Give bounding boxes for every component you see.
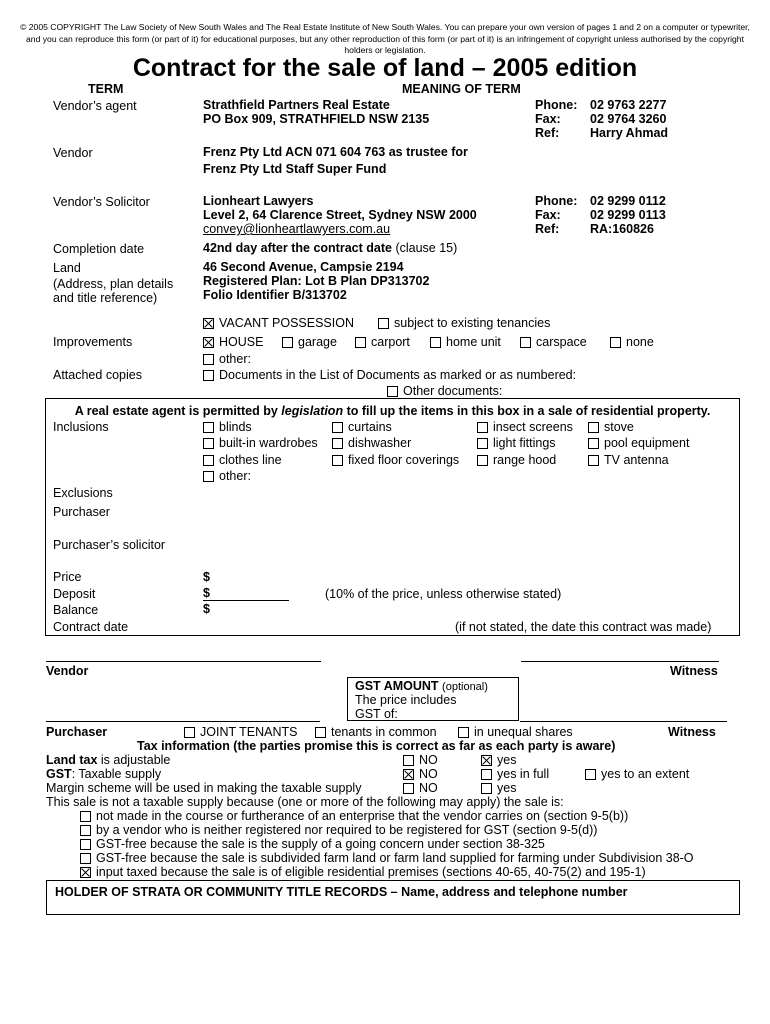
reason5-option[interactable] <box>80 865 646 879</box>
gst-no-option[interactable] <box>403 767 438 781</box>
not-taxable-text: This sale is not a taxable supply because (one or more of the following may apply) the sale is: <box>46 795 564 809</box>
gst-yes-extent-checkbox[interactable] <box>585 769 596 780</box>
reason3-option[interactable] <box>80 837 545 851</box>
garage-label: garage <box>298 335 337 349</box>
solicitor-fax-label: Fax: <box>535 208 561 222</box>
reason3-label: GST-free because the sale is the supply of a going concern under section 38-325 <box>96 837 545 851</box>
gst-yes-full-option[interactable] <box>481 767 549 781</box>
margin-no-label: NO <box>419 781 438 795</box>
light-fittings-checkbox[interactable] <box>477 438 488 449</box>
land-tax-no-checkbox[interactable] <box>403 755 414 766</box>
reason2-label: by a vendor who is neither registered nor required to be registered for GST (section 9-5(d)) <box>96 823 598 837</box>
margin-no-option[interactable] <box>403 781 438 795</box>
land-tax-no-label: NO <box>419 753 438 767</box>
solicitor-phone-label: Phone: <box>535 194 578 208</box>
gst-yes-extent-label: yes to an extent <box>601 767 690 781</box>
land-tax-yes-label: yes <box>497 753 517 767</box>
unequal-shares-checkbox[interactable] <box>458 727 469 738</box>
inclusions-other-option[interactable] <box>203 469 251 483</box>
deposit-label: Deposit <box>53 587 96 601</box>
completion-note: (clause 15) <box>395 241 458 255</box>
home-unit-label: home unit <box>446 335 501 349</box>
other-documents-label: Other documents: <box>403 384 503 398</box>
purchaser-label: Purchaser <box>53 505 110 519</box>
reason5-label: input taxed because the sale is of eligible residential premises (sections 40-65, 40-75(2) and 195-1) <box>96 865 646 879</box>
exclusions-label: Exclusions <box>53 486 113 500</box>
vacant-possession-option[interactable] <box>203 316 354 330</box>
clothes-line-checkbox[interactable] <box>203 455 214 466</box>
agent-address: PO Box 909, STRATHFIELD NSW 2135 <box>203 112 430 126</box>
land-label-2: (Address, plan details <box>53 277 174 291</box>
gst-yes-full-checkbox[interactable] <box>481 769 492 780</box>
completion-value: 42nd day after the contract date <box>203 241 392 255</box>
unequal-shares-option[interactable] <box>458 725 573 739</box>
deposit-note: (10% of the price, unless otherwise stated) <box>325 587 562 601</box>
vacant-possession-label: VACANT POSSESSION <box>219 316 354 330</box>
gst-amount-heading <box>355 679 488 693</box>
margin-yes-label: yes <box>497 781 517 795</box>
solicitor-email-link[interactable]: convey@lionheartlawyers.com.au <box>203 222 391 236</box>
none-checkbox[interactable] <box>610 337 621 348</box>
land-folio: Folio Identifier B/313702 <box>203 288 347 302</box>
joint-tenants-checkbox[interactable] <box>184 727 195 738</box>
gst-yes-extent-option[interactable] <box>585 767 689 781</box>
none-option[interactable] <box>610 335 654 349</box>
reason4-option[interactable] <box>80 851 694 865</box>
land-label-3: and title reference) <box>53 291 158 305</box>
blinds-checkbox[interactable] <box>203 422 214 433</box>
agent-box-heading-a: A real estate agent is permitted by <box>74 404 278 418</box>
land-label: Land <box>53 261 81 275</box>
stove-label: stove <box>604 420 634 434</box>
land-tax-yes-option[interactable] <box>481 753 516 767</box>
agent-box-heading-legislation: legislation <box>281 404 344 418</box>
tv-checkbox[interactable] <box>588 455 599 466</box>
vendors-agent-label: Vendor’s agent <box>53 99 137 113</box>
blinds-option[interactable] <box>203 420 252 434</box>
house-label: HOUSE <box>219 335 264 349</box>
gst-price-includes: The price includes <box>355 693 457 707</box>
documents-option[interactable] <box>203 368 576 382</box>
carport-checkbox[interactable] <box>355 337 366 348</box>
house-checkbox[interactable] <box>203 337 214 348</box>
purchasers-solicitor-label: Purchaser’s solicitor <box>53 538 166 552</box>
vendor-line2: Frenz Pty Ltd Staff Super Fund <box>203 162 387 176</box>
carport-option[interactable] <box>355 335 410 349</box>
vacant-possession-checkbox[interactable] <box>203 318 214 329</box>
improvements-label: Improvements <box>53 335 133 349</box>
gst-row <box>46 767 161 781</box>
documents-checkbox[interactable] <box>203 370 214 381</box>
joint-tenants-label: JOINT TENANTS <box>200 725 298 739</box>
inclusions-other-checkbox[interactable] <box>203 471 214 482</box>
margin-scheme-text: Margin scheme will be used in making the taxable supply <box>46 781 362 795</box>
range-hood-label: range hood <box>493 453 557 467</box>
light-fittings-option[interactable] <box>477 436 556 450</box>
contract-date-label: Contract date <box>53 620 129 634</box>
insect-screens-label: insect screens <box>493 420 573 434</box>
balance-dollar: $ <box>203 602 210 616</box>
reason5-checkbox[interactable] <box>80 867 91 878</box>
agent-name: Strathfield Partners Real Estate <box>203 98 390 112</box>
agent-box-heading-c: to fill up the items in this box in a sale of residential property. <box>346 404 711 418</box>
term-header: TERM <box>88 82 124 96</box>
tv-label: TV antenna <box>604 453 669 467</box>
agent-phone: 02 9763 2277 <box>590 98 667 112</box>
reason4-checkbox[interactable] <box>80 853 91 864</box>
solicitor-ref: RA:160826 <box>590 222 654 236</box>
tax-heading: Tax information (the parties promise this is correct as far as each party is aware) <box>137 739 616 753</box>
gst-yes-full-label: yes in full <box>497 767 550 781</box>
margin-no-checkbox[interactable] <box>403 783 414 794</box>
solicitor-address: Level 2, 64 Clarence Street, Sydney NSW 2000 <box>203 208 477 222</box>
tenancies-checkbox[interactable] <box>378 318 389 329</box>
improvements-other-checkbox[interactable] <box>203 354 214 365</box>
insect-screens-option[interactable] <box>477 420 573 434</box>
joint-tenants-option[interactable] <box>184 725 297 739</box>
deposit-underline <box>203 600 289 601</box>
tenancies-option[interactable] <box>378 316 550 330</box>
wardrobes-label: built-in wardrobes <box>219 436 318 450</box>
tenants-common-option[interactable] <box>315 725 437 739</box>
meaning-header: MEANING OF TERM <box>402 82 521 96</box>
completion-value-row <box>203 241 457 255</box>
land-tax-yes-checkbox[interactable] <box>481 755 492 766</box>
gst-label: GST <box>46 767 72 781</box>
garage-checkbox[interactable] <box>282 337 293 348</box>
agent-box-heading <box>45 404 740 418</box>
wardrobes-option[interactable] <box>203 436 318 450</box>
tenants-common-label: tenants in common <box>331 725 437 739</box>
margin-yes-option[interactable] <box>481 781 516 795</box>
dishwasher-label: dishwasher <box>348 436 412 450</box>
dishwasher-checkbox[interactable] <box>332 438 343 449</box>
clothes-line-label: clothes line <box>219 453 282 467</box>
contract-date-note: (if not stated, the date this contract was made) <box>455 620 712 634</box>
blinds-label: blinds <box>219 420 252 434</box>
stove-checkbox[interactable] <box>588 422 599 433</box>
pool-label: pool equipment <box>604 436 690 450</box>
other-documents-checkbox[interactable] <box>387 386 398 397</box>
garage-option[interactable] <box>282 335 337 349</box>
pool-checkbox[interactable] <box>588 438 599 449</box>
stove-option[interactable] <box>588 420 634 434</box>
tv-option[interactable] <box>588 453 669 467</box>
range-hood-checkbox[interactable] <box>477 455 488 466</box>
light-fittings-label: light fittings <box>493 436 556 450</box>
agent-fax: 02 9764 3260 <box>590 112 667 126</box>
gst-text: : Taxable supply <box>71 767 162 781</box>
balance-label: Balance <box>53 603 99 617</box>
deposit-dollar: $ <box>203 586 210 600</box>
holder-records-label: HOLDER OF STRATA OR COMMUNITY TITLE RECORDS – Name, address and telephone number <box>55 885 628 899</box>
purchaser-signature-label: Purchaser <box>46 725 108 739</box>
other-documents-option[interactable] <box>387 384 502 398</box>
documents-label: Documents in the List of Documents as marked or as numbered: <box>219 368 577 382</box>
carport-label: carport <box>371 335 410 349</box>
vendor-signature-line <box>46 661 321 662</box>
floor-coverings-option[interactable] <box>332 453 459 467</box>
insect-screens-checkbox[interactable] <box>477 422 488 433</box>
agent-ref: Harry Ahmad <box>590 126 669 140</box>
vendors-solicitor-label: Vendor’s Solicitor <box>53 195 150 209</box>
reason1-option[interactable] <box>80 809 628 823</box>
land-tax-no-option[interactable] <box>403 753 438 767</box>
home-unit-option[interactable] <box>430 335 501 349</box>
curtains-checkbox[interactable] <box>332 422 343 433</box>
carspace-option[interactable] <box>520 335 587 349</box>
carspace-checkbox[interactable] <box>520 337 531 348</box>
floor-coverings-checkbox[interactable] <box>332 455 343 466</box>
page-title: Contract for the sale of land – 2005 edition <box>132 54 638 82</box>
agent-phone-label: Phone: <box>535 98 578 112</box>
tenancies-label: subject to existing tenancies <box>394 316 551 330</box>
clothes-line-option[interactable] <box>203 453 282 467</box>
agent-ref-label: Ref: <box>535 126 560 140</box>
tenants-common-checkbox[interactable] <box>315 727 326 738</box>
dishwasher-option[interactable] <box>332 436 411 450</box>
curtains-option[interactable] <box>332 420 392 434</box>
copyright-notice: © 2005 COPYRIGHT The Law Society of New South Wales and The Real Estate Institute of New South Wales. You can prepare your own version of pages 1 and 2 on a computer or typewriter, and you can reproduce this form (or part of it) for educational purposes, but any other reproduction of this form (or part of it) is an infringement of copyright unless authorised by the copyright holders or legislation. <box>20 22 750 55</box>
home-unit-checkbox[interactable] <box>430 337 441 348</box>
gst-amount-label: GST AMOUNT <box>355 679 439 693</box>
gst-of: GST of: <box>355 707 398 721</box>
vendor-witness-label: Witness <box>670 664 718 678</box>
inclusions-other-label: other: <box>219 469 251 483</box>
vendor-label: Vendor <box>53 146 93 160</box>
house-option[interactable] <box>203 335 263 349</box>
price-dollar: $ <box>203 570 210 584</box>
improvements-other-option[interactable] <box>203 352 251 366</box>
floor-coverings-label: fixed floor coverings <box>348 453 460 467</box>
land-address: 46 Second Avenue, Campsie 2194 <box>203 260 404 274</box>
wardrobes-checkbox[interactable] <box>203 438 214 449</box>
reason3-checkbox[interactable] <box>80 839 91 850</box>
gst-no-checkbox[interactable] <box>403 769 414 780</box>
attached-label: Attached copies <box>53 368 142 382</box>
purchaser-witness-line <box>520 721 727 722</box>
purchaser-witness-label: Witness <box>668 725 716 739</box>
reason1-label: not made in the course or furtherance of an enterprise that the vendor carries on (section 9-5(b)) <box>96 809 629 823</box>
solicitor-fax: 02 9299 0113 <box>590 208 666 222</box>
none-label: none <box>626 335 654 349</box>
vendor-witness-line <box>521 661 719 662</box>
reason2-checkbox[interactable] <box>80 825 91 836</box>
unequal-shares-label: in unequal shares <box>474 725 573 739</box>
curtains-label: curtains <box>348 420 392 434</box>
range-hood-option[interactable] <box>477 453 556 467</box>
agent-fax-label: Fax: <box>535 112 561 126</box>
reason4-label: GST-free because the sale is subdivided farm land or farm land supplied for farming under Subdivision 38-O <box>96 851 694 865</box>
solicitor-ref-label: Ref: <box>535 222 560 236</box>
pool-option[interactable] <box>588 436 689 450</box>
reason2-option[interactable] <box>80 823 597 837</box>
vendor-signature-label: Vendor <box>46 664 89 678</box>
gst-no-label: NO <box>419 767 438 781</box>
gst-optional: (optional) <box>442 681 488 693</box>
improvements-other-label: other: <box>219 352 251 366</box>
land-plan: Registered Plan: Lot B Plan DP313702 <box>203 274 430 288</box>
margin-yes-checkbox[interactable] <box>481 783 492 794</box>
inclusions-label: Inclusions <box>53 420 109 434</box>
land-tax-text: is adjustable <box>100 753 171 767</box>
solicitor-phone: 02 9299 0112 <box>590 194 666 208</box>
reason1-checkbox[interactable] <box>80 811 91 822</box>
vendor-line1: Frenz Pty Ltd ACN 071 604 763 as trustee for <box>203 145 468 159</box>
carspace-label: carspace <box>536 335 587 349</box>
land-tax-label: Land tax <box>46 753 98 767</box>
completion-label: Completion date <box>53 242 145 256</box>
price-label: Price <box>53 570 82 584</box>
land-tax-row <box>46 753 170 767</box>
solicitor-name: Lionheart Lawyers <box>203 194 314 208</box>
purchaser-signature-line <box>46 721 320 722</box>
